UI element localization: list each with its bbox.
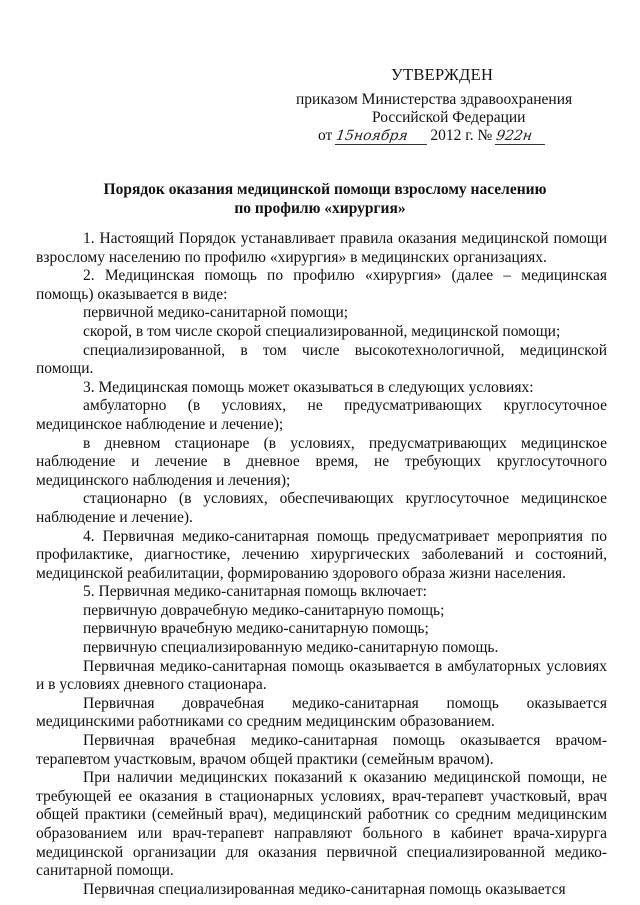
approval-country-line: Российской Федерации [372,109,526,126]
approval-year-text: 2012 г. № [430,127,493,144]
approval-title: УТВЕРЖДЕН [391,65,494,84]
document-title-line-1: Порядок оказания медицинской помощи взрослому населению [103,181,547,198]
paragraph: Первичная специализированная медико-санитарная помощь оказывается [83,880,566,898]
paragraph: Первичная доврачебная медико-санитарная помощь оказывается медицинскими работниками со средним медицинским образованием. [36,694,607,731]
paragraph: Первичная врачебная медико-санитарная помощь оказывается врачом-терапевтом участковым, врачом общей практики (семейным врачом). [36,732,607,768]
paragraph: в дневном стационаре (в условиях, предусматривающих медицинское наблюдение и лечение в дневное время, не требующих круглосуточного медицинского наблюдения и лечения); [36,434,607,489]
paragraph: 1. Настоящий Порядок устанавливает правила оказания медицинской помощи взрослому населению по профилю «хирургия» в медицинских организациях. [36,230,607,266]
document-title [0,180,640,218]
paragraph: скорой, в том числе скорой специализированной, медицинской помощи; [83,322,561,340]
handwritten-date: 15ноября [335,129,429,145]
paragraph: При наличии медицинских показаний к оказанию медицинской помощи, не требующей ее оказания в стационарных условиях, врач-терапевт участковый, врач общей практики (семейный врач), медицинский работник со средним медицинским образованием или врач-терапевт направляют больного в кабинет врача-хирурга медицинской организации для оказания первичной специализированной медико-санитарной помощи. [36,769,607,880]
paragraph: 4. Первичная медико-санитарная помощь предусматривает мероприятия по профилактике, диагностике, лечению хирургических заболеваний и состояний, медицинской реабилитации, формированию здорового образа жизни населения. [36,527,607,582]
approval-date-line [318,127,546,145]
paragraph: 3. Медицинская помощь может оказываться в следующих условиях: [83,378,534,396]
document-title-line-2: по профилю «хирургия» [234,200,406,217]
paragraph: стационарно (в условиях, обеспечивающих круглосуточное медицинское наблюдение и лечение). [36,490,607,526]
paragraph: Первичная медико-санитарная помощь оказывается в амбулаторных условиях и в условиях дневного стационара. [36,657,607,694]
document-body [36,230,607,899]
paragraph: первичной медико-санитарной помощи; [83,304,349,322]
paragraph: 5. Первичная медико-санитарная помощь включает: [83,583,427,601]
paragraph: 2. Медицинская помощь по профилю «хирургия» (далее – медицинская помощь) оказывается в виде: [36,267,607,303]
paragraph: специализированной, в том числе высокотехнологичной, медицинской помощи. [36,341,607,378]
paragraph: первичную доврачебную медико-санитарную помощь; [83,601,445,619]
paragraph: первичную специализированную медико-санитарную помощь. [83,639,499,657]
paragraph: первичную врачебную медико-санитарную помощь; [83,620,429,638]
paragraph: амбулаторно (в условиях, не предусматривающих круглосуточное медицинское наблюдение и лечение); [36,397,607,433]
approval-order-line: приказом Министерства здравоохранения [296,91,573,108]
handwritten-order-number: 922н [495,129,547,145]
approval-date-prefix: от [318,127,333,144]
